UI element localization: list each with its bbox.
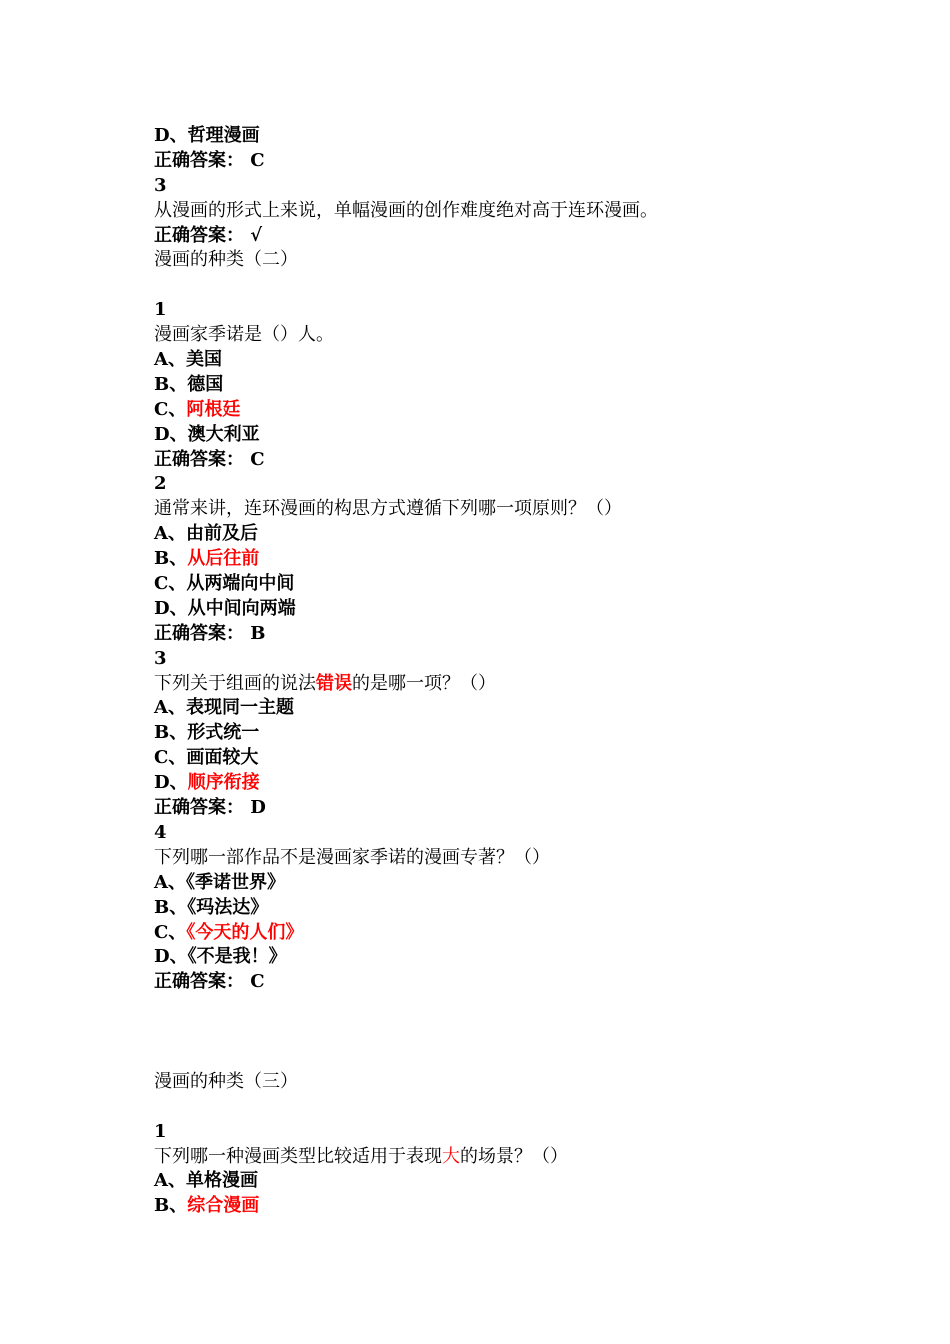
- answer-line: [154, 796, 874, 821]
- question-stem: [154, 1145, 874, 1170]
- option-a: A、美国: [154, 349, 222, 371]
- question-number: 3: [154, 174, 167, 196]
- highlighted-answer: 阿根廷: [186, 398, 241, 420]
- option-a: A、由前及后: [154, 523, 258, 545]
- option-b: B、《玛法达》: [154, 896, 269, 918]
- answer-line: [154, 970, 874, 995]
- option-b: [154, 1194, 874, 1219]
- answer-prefix: 正确答案：: [154, 797, 244, 819]
- highlighted-answer: 综合漫画: [187, 1195, 260, 1217]
- spacer: [154, 273, 874, 298]
- highlighted-answer: 《今天的人们》: [186, 921, 304, 943]
- option-d: D、哲理漫画: [154, 125, 260, 146]
- spacer: [154, 1095, 874, 1120]
- stem-text: 下列关于组画的说法: [154, 672, 316, 694]
- stem-highlight: 错误: [316, 672, 352, 694]
- answer-value: √: [250, 224, 263, 246]
- answer-line: [154, 448, 874, 473]
- document-page: [154, 124, 874, 1219]
- section-title: 漫画的种类（二）: [154, 249, 298, 271]
- option-b: [154, 547, 874, 572]
- answer-prefix: 正确答案：: [154, 622, 244, 644]
- answer-value: C: [250, 448, 265, 470]
- answer-prefix: 正确答案：: [154, 971, 244, 993]
- answer-line: [154, 149, 874, 174]
- question-number: 1: [154, 1120, 167, 1142]
- answer-prefix: 正确答案：: [154, 448, 244, 470]
- answer-line: [154, 224, 874, 249]
- stem-text: 的是哪一项？（）: [352, 672, 496, 694]
- stem-text: 下列哪一种漫画类型比较适用于表现: [154, 1145, 442, 1167]
- option-a: A、表现同一主题: [154, 697, 294, 719]
- answer-value: B: [250, 622, 266, 644]
- option-c: C、画面较大: [154, 747, 259, 769]
- question-stem: 下列哪一部作品不是漫画家季诺的漫画专著？（）: [154, 846, 550, 868]
- question-stem: 通常来讲，连环漫画的构思方式遵循下列哪一项原则？（）: [154, 498, 622, 520]
- question-stem: 漫画家季诺是（）人。: [154, 324, 334, 346]
- answer-value: C: [250, 149, 265, 171]
- option-prefix: C、: [154, 921, 187, 943]
- answer-line: [154, 622, 874, 647]
- spacer: [154, 995, 874, 1070]
- answer-value: C: [250, 971, 265, 993]
- option-a: A、单格漫画: [154, 1170, 258, 1192]
- answer-prefix: 正确答案：: [154, 224, 244, 246]
- option-d: [154, 771, 874, 796]
- question-number: 4: [154, 821, 167, 843]
- option-c: C、从两端向中间: [154, 573, 295, 595]
- highlighted-answer: 从后往前: [187, 548, 260, 570]
- option-d: D、《不是我！》: [154, 946, 287, 968]
- stem-highlight: 大: [442, 1145, 460, 1167]
- question-stem: 从漫画的形式上来说，单幅漫画的创作难度绝对高于连环漫画。: [154, 199, 658, 221]
- option-prefix: B、: [154, 1195, 188, 1217]
- option-a: A、《季诺世界》: [154, 871, 285, 893]
- option-d: D、澳大利亚: [154, 423, 260, 445]
- answer-value: D: [250, 797, 266, 819]
- question-number: 1: [154, 299, 167, 321]
- question-number: 2: [154, 473, 167, 495]
- stem-text: 的场景？（）: [460, 1145, 568, 1167]
- option-c: [154, 398, 874, 423]
- option-d: D、从中间向两端: [154, 597, 296, 619]
- option-b: B、形式统一: [154, 722, 260, 744]
- option-prefix: D、: [154, 772, 188, 794]
- section-title: 漫画的种类（三）: [154, 1070, 298, 1092]
- option-prefix: B、: [154, 548, 188, 570]
- option-c: [154, 921, 874, 946]
- question-stem: [154, 672, 874, 697]
- option-b: B、德国: [154, 373, 224, 395]
- answer-prefix: 正确答案：: [154, 149, 244, 171]
- option-prefix: C、: [154, 398, 187, 420]
- highlighted-answer: 顺序衔接: [187, 772, 260, 794]
- question-number: 3: [154, 647, 167, 669]
